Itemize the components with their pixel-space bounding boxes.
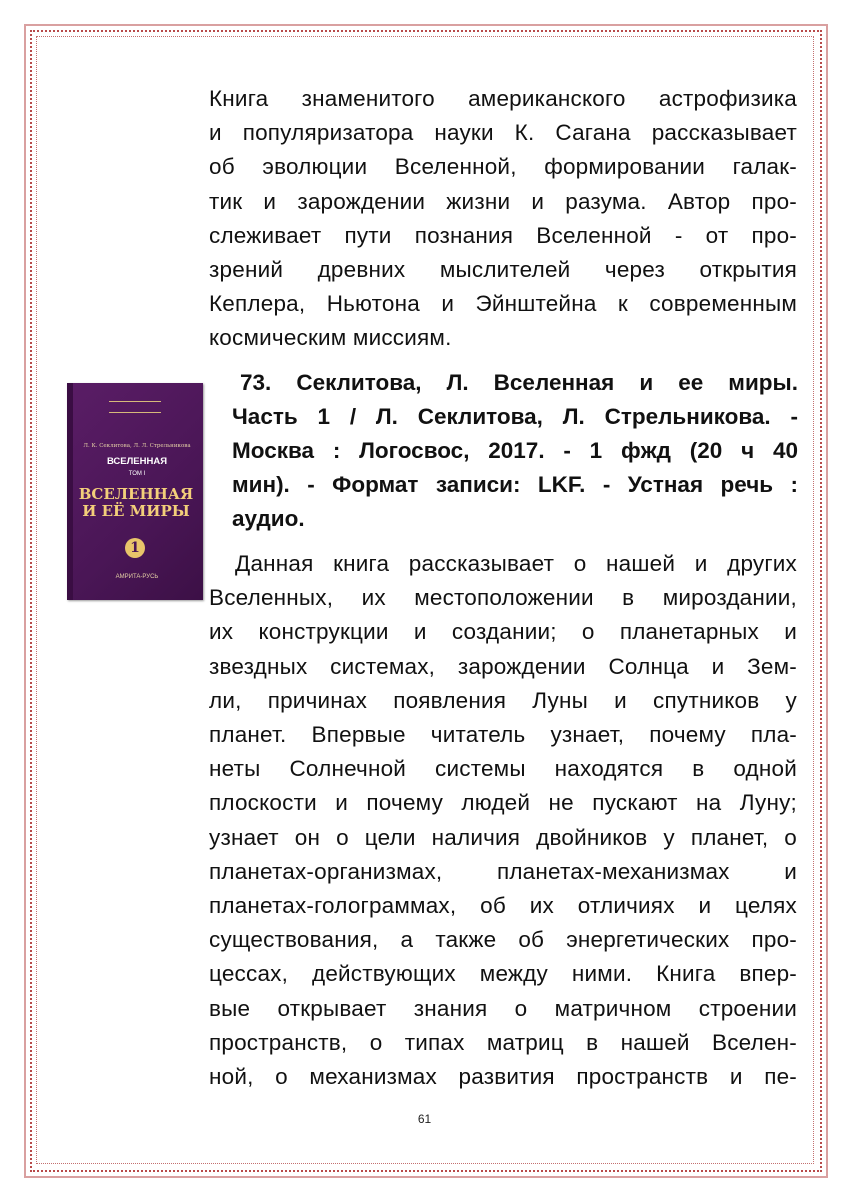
text-line: звездных системах, зарождении Солнца и Зем- xyxy=(209,653,797,679)
entry-line: аудио. xyxy=(232,506,305,531)
description-paragraph-seklitova xyxy=(209,547,797,1094)
text-line: планетах-голограммах, об их отличиях и целях xyxy=(209,893,797,919)
text-line: Данная книга рассказывает о нашей и других xyxy=(235,551,797,576)
cover-volume: ТОМ I xyxy=(128,471,146,477)
text-line: узнает он о цели наличия двойников у планет, о xyxy=(209,824,797,850)
cover-publisher: АМРИТА-РУСЬ xyxy=(115,574,159,580)
bibliographic-entry xyxy=(232,366,798,536)
page-number: 61 xyxy=(417,1112,432,1126)
entry-line: мин). - Формат записи: LKF. - Устная речь : xyxy=(232,472,798,497)
cover-authors: Л. К. Секлитова, Л. Л. Стрельникова xyxy=(83,443,191,449)
text-line: и популяризатора науки К. Сагана рассказывает xyxy=(209,120,797,146)
text-line: тик и зарождении жизни и разума. Автор про- xyxy=(209,188,797,214)
text-line: вые открывает знания о матричном строении xyxy=(209,995,797,1021)
cover-title-line: ВСЕЛЕННАЯ xyxy=(78,485,194,503)
text-line: пространств, о типах матриц в нашей Вселен- xyxy=(209,1029,797,1055)
text-line: об эволюции Вселенной, формировании галак- xyxy=(209,154,797,180)
text-line: цессах, действующих между ними. Книга впер- xyxy=(209,961,797,987)
text-line: существования, а также об энергетических про- xyxy=(209,927,797,953)
text-line: планет. Впервые читатель узнает, почему пла- xyxy=(209,722,797,748)
cover-series-title: ВСЕЛЕННАЯ xyxy=(106,456,168,467)
entry-line: Москва : Логосвос, 2017. - 1 фжд (20 ч 40 xyxy=(232,438,798,463)
cover-ornament xyxy=(109,401,161,413)
description-paragraph-sagan xyxy=(209,82,797,356)
text-line: Вселенных, их местоположении в мироздании, xyxy=(209,585,797,611)
text-line: плоскости и почему людей не пускают на Луну; xyxy=(209,790,797,816)
text-line: планетах-организмах, планетах-механизмах и xyxy=(209,858,797,884)
text-line: неты Солнечной системы находятся в одной xyxy=(209,756,797,782)
text-line: слеживает пути познания Вселенной - от про- xyxy=(209,222,797,248)
text-line: космическим миссиям. xyxy=(209,325,452,351)
cover-title xyxy=(73,486,199,520)
text-line: их конструкции и создании; о планетарных и xyxy=(209,619,797,645)
text-line: ли, причинах появления Луны и спутников у xyxy=(209,687,797,713)
cover-title-line: И ЕЁ МИРЫ xyxy=(82,502,190,520)
text-line: Кеплера, Ньютона и Эйнштейна к современным xyxy=(209,291,797,317)
text-line: зрений древних мыслителей через открытия xyxy=(209,257,797,283)
text-line: ной, о механизмах развития пространств и пе- xyxy=(209,1064,797,1090)
entry-line: 73. Секлитова, Л. Вселенная и ее миры. xyxy=(240,370,798,395)
cover-volume-number: 1 xyxy=(125,538,145,558)
book-cover-image xyxy=(67,383,203,600)
entry-line: Часть 1 / Л. Секлитова, Л. Стрельникова. - xyxy=(232,404,798,429)
text-line: Книга знаменитого американского астрофизика xyxy=(209,86,797,111)
